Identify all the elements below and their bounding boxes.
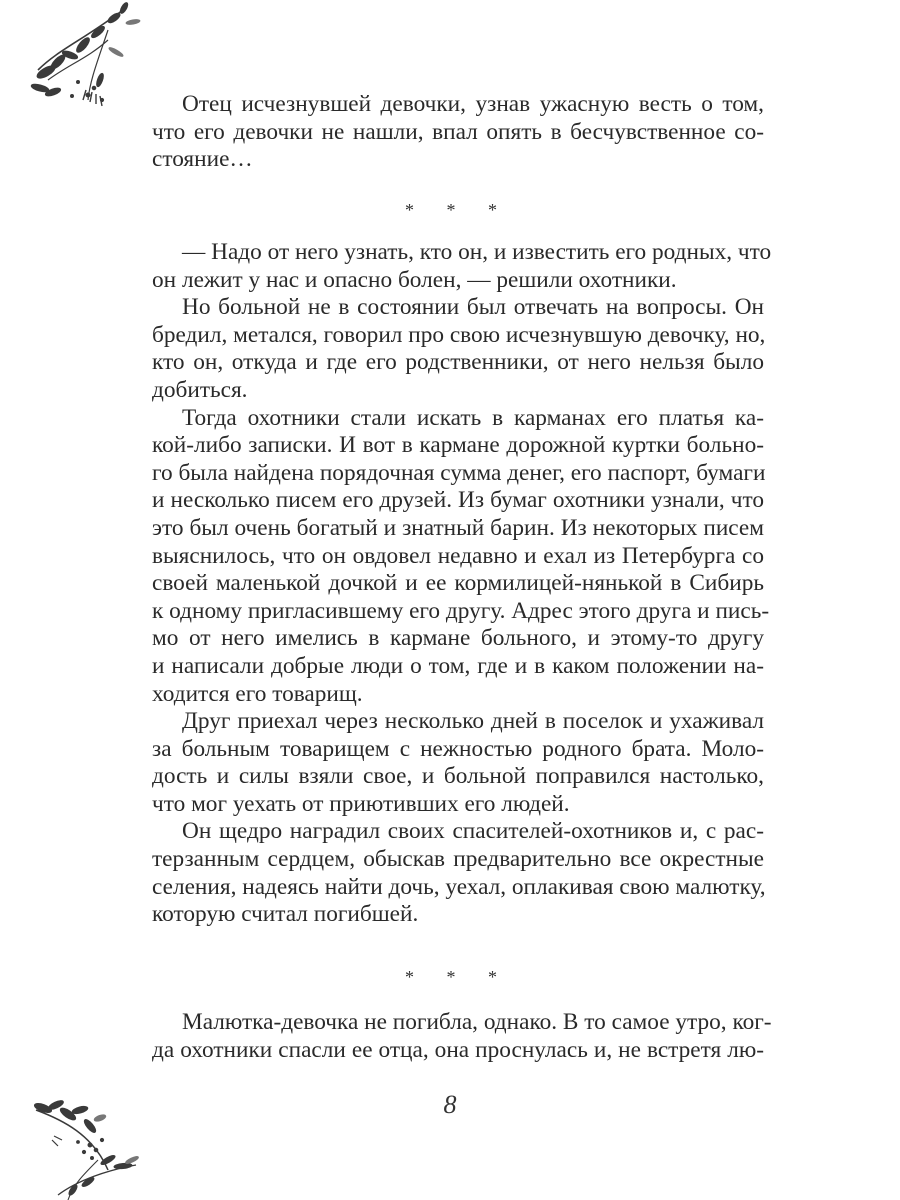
- text-line: и несколько писем его друзей. Из бумаг охотники узнали, что: [152, 487, 764, 514]
- text-line: ходится его товарищ.: [152, 680, 363, 707]
- text-line: своей маленькой дочкой и ее кормилицей-нянькой в Сибирь: [152, 570, 764, 597]
- text-line: к одному пригласившему его другу. Адрес этого друга и пись-: [152, 597, 770, 624]
- text-block-1: [152, 91, 764, 174]
- text-line: го была найдена порядочная сумма денег, его паспорт, бумаги: [152, 459, 766, 486]
- paragraph: [152, 818, 764, 928]
- text-line: за больным товарищем с нежностью родного брата. Моло-: [152, 735, 764, 762]
- text-line: да охотники спасли ее отца, она проснулась и, не встретя лю-: [152, 1036, 764, 1063]
- text-line: это был очень богатый и знатный барин. Из некоторых писем: [152, 514, 764, 541]
- paragraph: [152, 1009, 772, 1064]
- text-block-2: [152, 239, 772, 929]
- text-line: — Надо от него узнать, кто он, и известить его родных, что: [182, 239, 772, 265]
- text-line: он лежит у нас и опасно болен, — решили охотники.: [152, 266, 677, 293]
- text-line: Малютка-девочка не погибла, однако. В то самое утро, ког-: [182, 1009, 772, 1035]
- text-line: что его девочки не нашли, впал опять в бесчувственное со-: [152, 118, 764, 145]
- text-block-3: [152, 1009, 772, 1064]
- text-line: терзанным сердцем, обыскав предварительно все окрестные: [152, 846, 764, 873]
- text-line: Он щедро наградил своих спасителей-охотников и, с рас-: [182, 818, 764, 845]
- text-line: селения, надеясь найти дочь, уехал, оплакивая свою малютку,: [152, 873, 766, 900]
- paragraph: [152, 294, 764, 404]
- text-line: и написали добрые люди о том, где и в каком положении на-: [152, 652, 764, 679]
- text-line: кто он, откуда и где его родственники, от него нельзя было: [152, 349, 764, 376]
- text-line: которую считал погибшей.: [152, 901, 419, 928]
- text-line: Тогда охотники стали искать в карманах его платья ка-: [182, 404, 764, 431]
- text-line: бредил, метался, говорил про свою исчезнувшую девочку, но,: [152, 321, 766, 348]
- text-line: кой-либо записки. И вот в кармане дорожной куртки больно-: [152, 432, 764, 459]
- floral-ornament-bottom-left: [28, 1090, 143, 1200]
- text-line: выяснилось, что он овдовел недавно и ехал из Петербурга со: [152, 542, 764, 569]
- section-separator: * * *: [405, 967, 511, 987]
- page-number: 8: [443, 1090, 457, 1119]
- section-separator: * * *: [405, 200, 511, 220]
- paragraph: [152, 404, 770, 709]
- text-line: стояние…: [152, 146, 253, 173]
- text-line: добиться.: [152, 376, 248, 403]
- text-line: Друг приехал через несколько дней в поселок и ухаживал: [182, 708, 764, 735]
- paragraph: [152, 91, 764, 174]
- text-line: Но больной не в состоянии был отвечать на вопросы. Он: [182, 294, 764, 321]
- paragraph: [152, 239, 772, 294]
- text-line: дость и силы взяли свое, и больной поправился настолько,: [152, 763, 764, 790]
- text-line: Отец исчезнувшей девочки, узнав ужасную весть о том,: [182, 91, 764, 117]
- floral-ornament-top-left: [28, 0, 143, 108]
- text-line: мо от него имелись в кармане больного, и этому-то другу: [152, 625, 764, 652]
- text-line: что мог уехать от приютивших его людей.: [152, 790, 570, 817]
- paragraph: [152, 708, 764, 818]
